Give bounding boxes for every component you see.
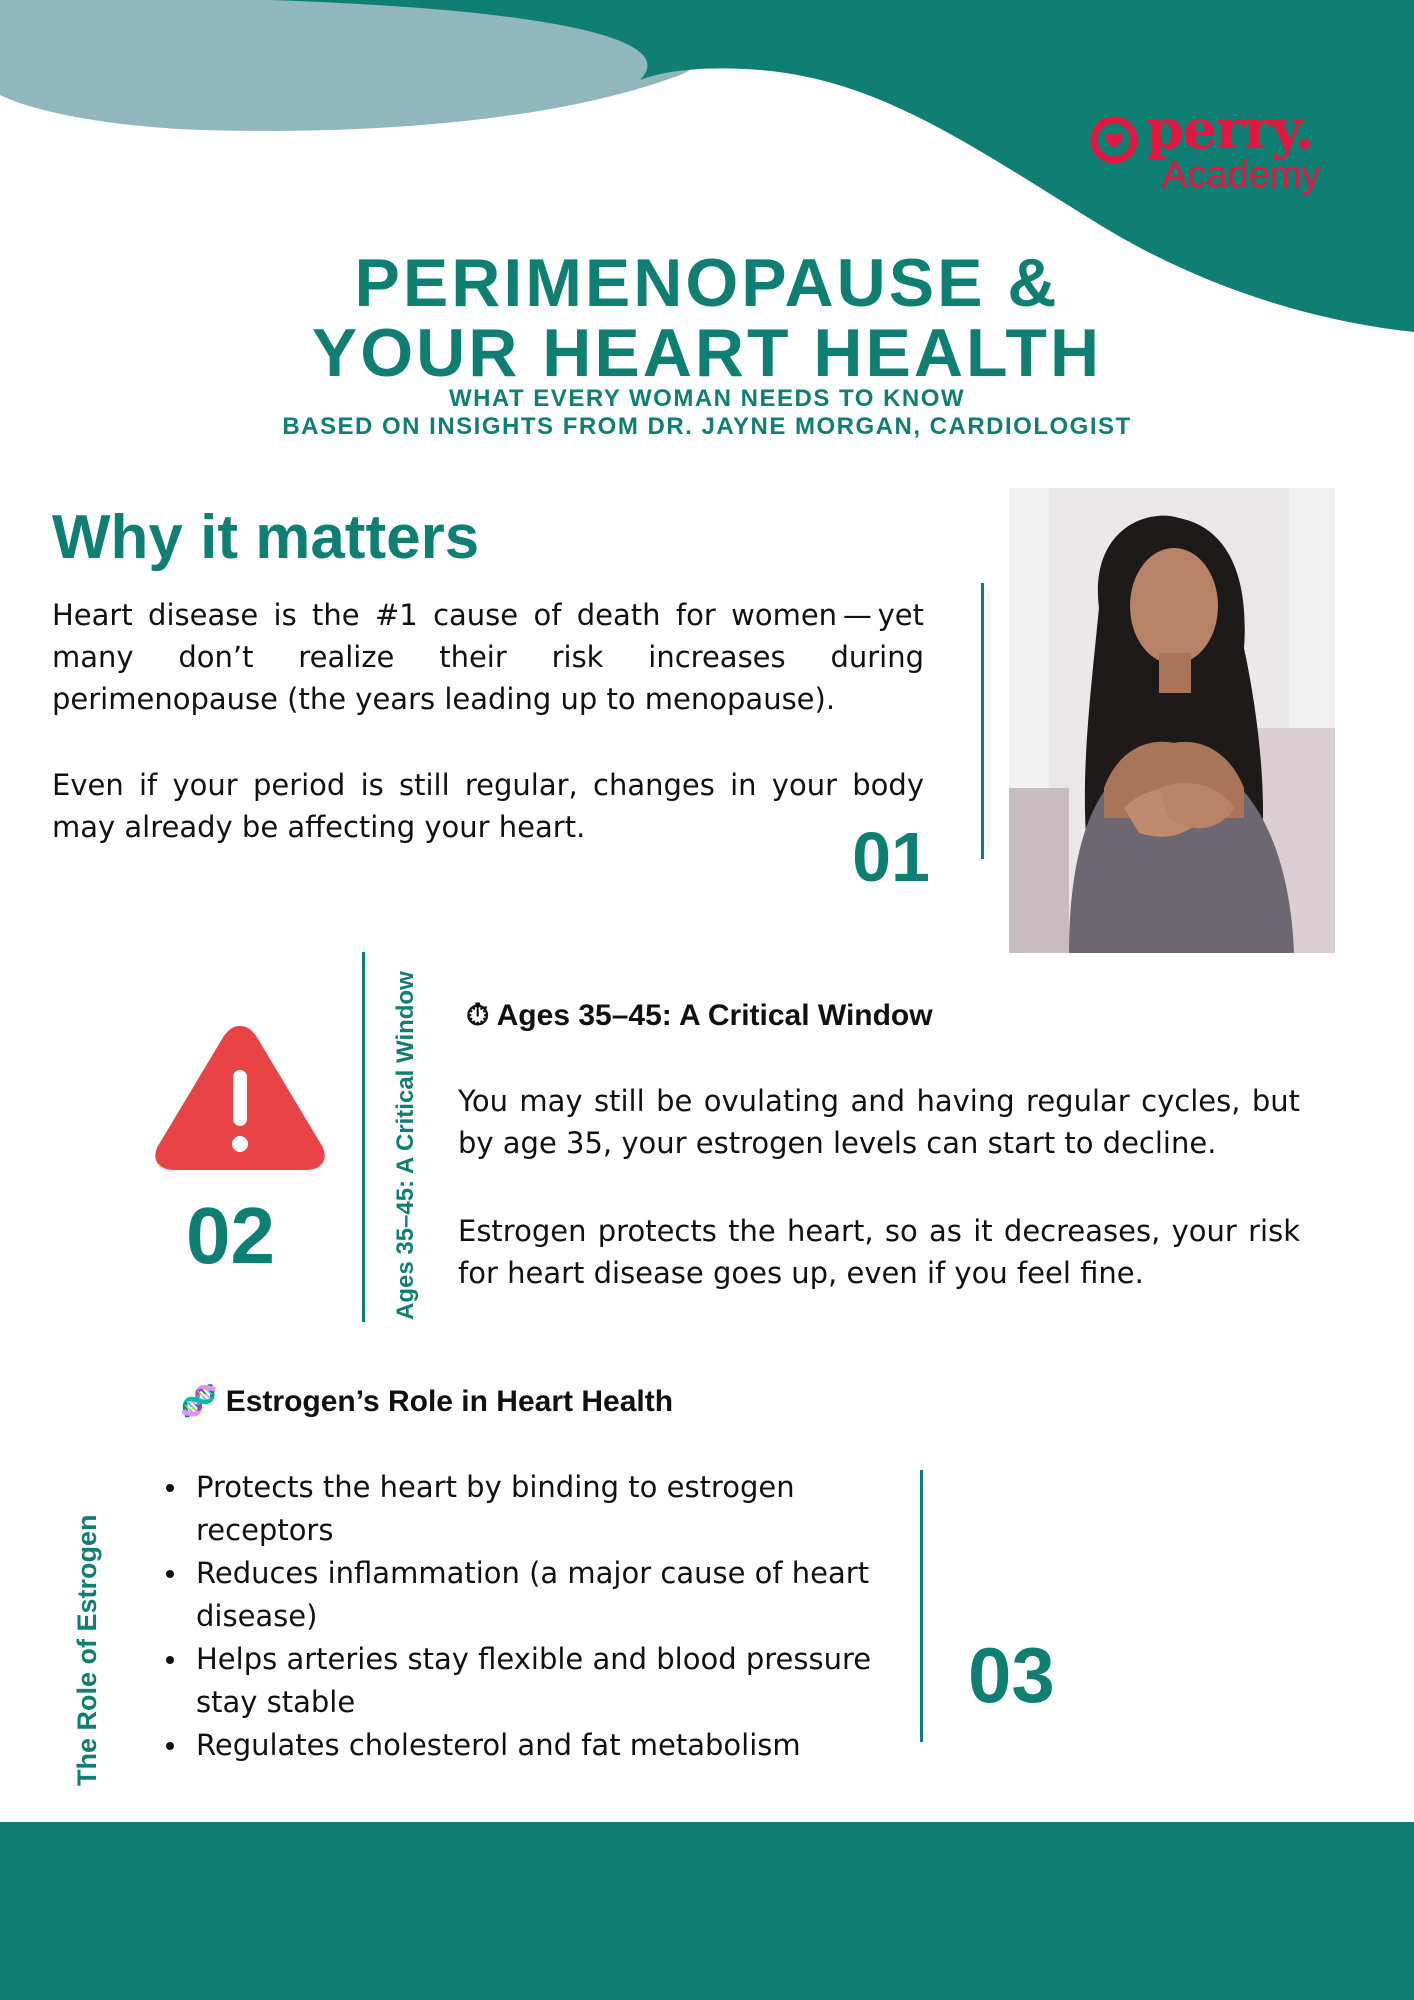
section1-paragraph1: Heart disease is the #1 cause of death for women — yet many don’t realize their risk increases during perimenopause (the years leading up to menopause). — [52, 598, 924, 716]
warning-triangle-icon — [152, 1020, 328, 1172]
section2-paragraph1: You may still be ovulating and having regular cycles, but by age 35, your estrogen levels can start to decline. — [458, 1084, 1300, 1160]
footer-band — [0, 1822, 1414, 2000]
logo-sub: Academy — [1162, 154, 1321, 196]
list-item: Helps arteries stay flexible and blood pressure stay stable — [160, 1638, 900, 1724]
list-item: Protects the heart by binding to estrogen receptors — [160, 1466, 900, 1552]
section2-paragraph2: Estrogen protects the heart, so as it decreases, your risk for heart disease goes up, even if you feel fine. — [458, 1214, 1300, 1290]
section1-heading: Why it matters — [52, 503, 480, 572]
logo-brand: perry. — [1146, 97, 1313, 161]
page-title-line1: PERIMENOPAUSE & — [354, 245, 1060, 321]
section2-divider — [362, 952, 365, 1322]
section1-number: 01 — [852, 818, 930, 896]
section1-paragraph2: Even if your period is still regular, changes in your body may already be affecting your heart. — [52, 768, 924, 844]
page-title-line2: YOUR HEART HEALTH — [311, 315, 1103, 391]
section1-divider — [981, 583, 984, 859]
section2-number: 02 — [186, 1191, 275, 1280]
perry-academy-logo — [1090, 97, 1330, 203]
section3-heading-text: Estrogen’s Role in Heart Health — [225, 1385, 674, 1418]
list-item: Reduces inflammation (a major cause of heart disease) — [160, 1552, 900, 1638]
section2-heading-text: Ages 35–45: A Critical Window — [496, 999, 933, 1032]
dna-icon: 🧬 — [180, 1385, 218, 1418]
stopwatch-icon: ⏱ — [466, 999, 490, 1032]
estrogen-role-list — [160, 1466, 900, 1767]
section2-heading — [466, 996, 933, 1036]
section3-heading — [180, 1382, 673, 1422]
section3-number: 03 — [968, 1631, 1055, 1719]
list-item: Regulates cholesterol and fat metabolism — [160, 1724, 900, 1767]
section3-divider — [920, 1470, 923, 1742]
woman-hands-on-heart-photo — [1009, 488, 1335, 953]
heart-pin-icon — [1090, 116, 1138, 164]
page-subtitle-line1: WHAT EVERY WOMAN NEEDS TO KNOW — [448, 385, 966, 412]
page-subtitle-line2: BASED ON INSIGHTS FROM DR. JAYNE MORGAN, CARDIOLOGIST — [282, 413, 1132, 440]
